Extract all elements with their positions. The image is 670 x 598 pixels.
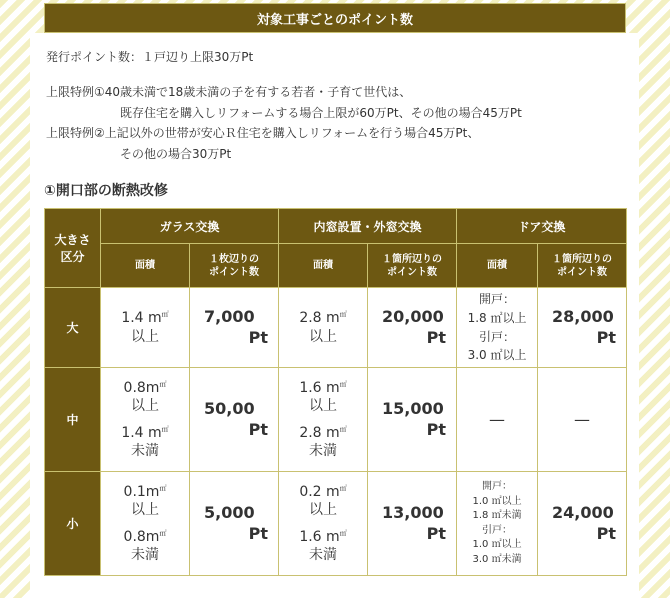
door-points-large-value: 28,000: [552, 306, 614, 326]
unit-m2: ㎡: [159, 484, 167, 493]
door-points-small-value: 24,000: [552, 502, 614, 522]
row-label-small: 小: [45, 472, 101, 576]
special-limit-2-cont: その他の場合30万Pt: [120, 147, 232, 161]
glass-area-medium-max-cond: 未満: [131, 442, 159, 459]
door-area-large-line2: 1.8 ㎡以上: [467, 310, 527, 325]
unit-m2: ㎡: [339, 424, 347, 433]
group-window-header: 内窓設置・外窓交換: [279, 209, 457, 244]
size-header-line1: 大きさ: [54, 233, 91, 247]
window-point-header: [368, 244, 457, 288]
window-area-small-min-cond: 以上: [309, 502, 338, 519]
door-point-header: [538, 244, 627, 288]
window-points-medium: [368, 368, 457, 472]
window-area-large: [279, 288, 368, 368]
door-point-header-line2: ポイント数: [557, 266, 608, 278]
special-limit-1-cont: 既存住宅を購入しリフォームする場合上限が60万Pt、その他の場合45万Pt: [120, 106, 522, 120]
door-area-medium-dash: —: [457, 368, 538, 472]
door-area-small: [457, 472, 538, 576]
pt-unit: Pt: [596, 523, 617, 543]
glass-points-large-value: 7,000: [204, 306, 255, 326]
glass-points-small: [190, 472, 279, 576]
door-point-header-line1: １箇所辺りの: [552, 253, 613, 265]
door-area-small-line2: 1.0 ㎡以上: [472, 495, 522, 507]
size-header-line2: 区分: [60, 250, 85, 264]
window-points-large-value: 20,000: [382, 306, 444, 326]
door-area-large-line1: 開戸：: [479, 292, 516, 307]
door-area-small-line6: 3.0 ㎡未満: [472, 553, 522, 565]
glass-area-small-min: 0.1m: [123, 484, 160, 501]
glass-point-header: [190, 244, 279, 288]
unit-m2: ㎡: [161, 424, 169, 433]
window-point-header-line2: ポイント数: [387, 266, 438, 278]
unit-m2: ㎡: [339, 310, 347, 319]
group-glass-header: ガラス交換: [101, 209, 279, 244]
window-area-small-min: 0.2 m: [299, 484, 340, 501]
door-points-medium-dash: —: [538, 368, 627, 472]
row-label-medium: 中: [45, 368, 101, 472]
glass-point-header-line1: １枚辺りの: [209, 253, 259, 265]
glass-points-large: [190, 288, 279, 368]
unit-m2: ㎡: [159, 528, 167, 537]
pt-unit: Pt: [248, 419, 269, 439]
window-points-small-value: 13,000: [382, 502, 444, 522]
section-title: ①開口部の断熱改修: [44, 183, 168, 199]
unit-m2: ㎡: [161, 310, 169, 319]
glass-area-medium-max: 1.4 m: [121, 424, 162, 441]
pt-unit: Pt: [248, 523, 269, 543]
glass-area-medium-min-cond: 以上: [131, 398, 159, 415]
glass-area-large-cond: 以上: [131, 328, 159, 345]
window-points-large: [368, 288, 457, 368]
unit-m2: ㎡: [339, 528, 347, 537]
window-area-large-value: 2.8 m: [299, 310, 340, 327]
unit-m2: ㎡: [339, 484, 347, 493]
glass-point-header-line2: ポイント数: [209, 266, 259, 278]
glass-area-small-max-cond: 未満: [131, 546, 159, 563]
row-label-large: 大: [45, 288, 101, 368]
glass-area-medium: [101, 368, 190, 472]
table-row-medium: [45, 368, 627, 472]
pt-unit: Pt: [596, 327, 617, 347]
glass-points-small-value: 5,000: [204, 502, 255, 522]
door-area-large: [457, 288, 538, 368]
window-area-large-cond: 以上: [309, 328, 338, 345]
table-row-large: [45, 288, 627, 368]
table-row-small: [45, 472, 627, 576]
glass-points-medium-value: 50,00: [204, 398, 255, 418]
door-points-small: [538, 472, 627, 576]
points-table: [44, 208, 627, 576]
glass-area-small: [101, 472, 190, 576]
glass-area-large-value: 1.4 m: [121, 310, 162, 327]
door-area-small-line5: 1.0 ㎡以上: [472, 539, 522, 550]
pt-unit: Pt: [426, 419, 447, 439]
issue-points-text: 発行ポイント数：１戸辺り上限30万Pt: [46, 50, 254, 64]
window-area-medium-max-cond: 未満: [309, 442, 338, 459]
glass-area-large: [101, 288, 190, 368]
unit-m2: ㎡: [159, 380, 167, 389]
door-area-large-line3: 引戸：: [479, 329, 516, 344]
special-limit-2-text: 上限特例②上記以外の世帯が安心Ｒ住宅を購入しリフォームを行う場合45万Pt、: [46, 126, 480, 140]
glass-area-small-min-cond: 以上: [131, 502, 159, 519]
window-points-small: [368, 472, 457, 576]
window-area-medium-min: 1.6 m: [299, 380, 340, 397]
door-points-large: [538, 288, 627, 368]
pt-unit: Pt: [248, 327, 269, 347]
door-area-small-line4: 引戸：: [482, 524, 513, 536]
glass-area-small-max: 0.8m: [123, 528, 160, 545]
glass-points-medium: [190, 368, 279, 472]
glass-area-header: 面積: [101, 244, 190, 288]
window-area-header: 面積: [279, 244, 368, 288]
unit-m2: ㎡: [339, 380, 347, 389]
page-title: 対象工事ごとのポイント数: [44, 3, 626, 33]
size-class-header: [45, 209, 101, 288]
group-door-header: ドア交換: [457, 209, 627, 244]
pt-unit: Pt: [426, 523, 447, 543]
window-area-medium-max: 2.8 m: [299, 424, 340, 441]
window-area-small-max: 1.6 m: [299, 528, 340, 545]
window-area-small: [279, 472, 368, 576]
door-area-large-line4: 3.0 ㎡以上: [467, 348, 527, 363]
door-area-small-line3: 1.8 ㎡未満: [472, 510, 522, 521]
window-points-medium-value: 15,000: [382, 398, 444, 418]
door-area-header: 面積: [457, 244, 538, 288]
door-area-small-line1: 開戸：: [482, 481, 513, 492]
glass-area-medium-min: 0.8m: [123, 380, 160, 397]
pt-unit: Pt: [426, 327, 447, 347]
window-point-header-line1: １箇所辺りの: [382, 253, 443, 265]
window-area-small-max-cond: 未満: [309, 546, 338, 563]
window-area-medium: [279, 368, 368, 472]
window-area-medium-min-cond: 以上: [309, 398, 338, 415]
special-limit-1-text: 上限特例①40歳未満で18歳未満の子を有する若者・子育て世代は、: [46, 85, 412, 99]
